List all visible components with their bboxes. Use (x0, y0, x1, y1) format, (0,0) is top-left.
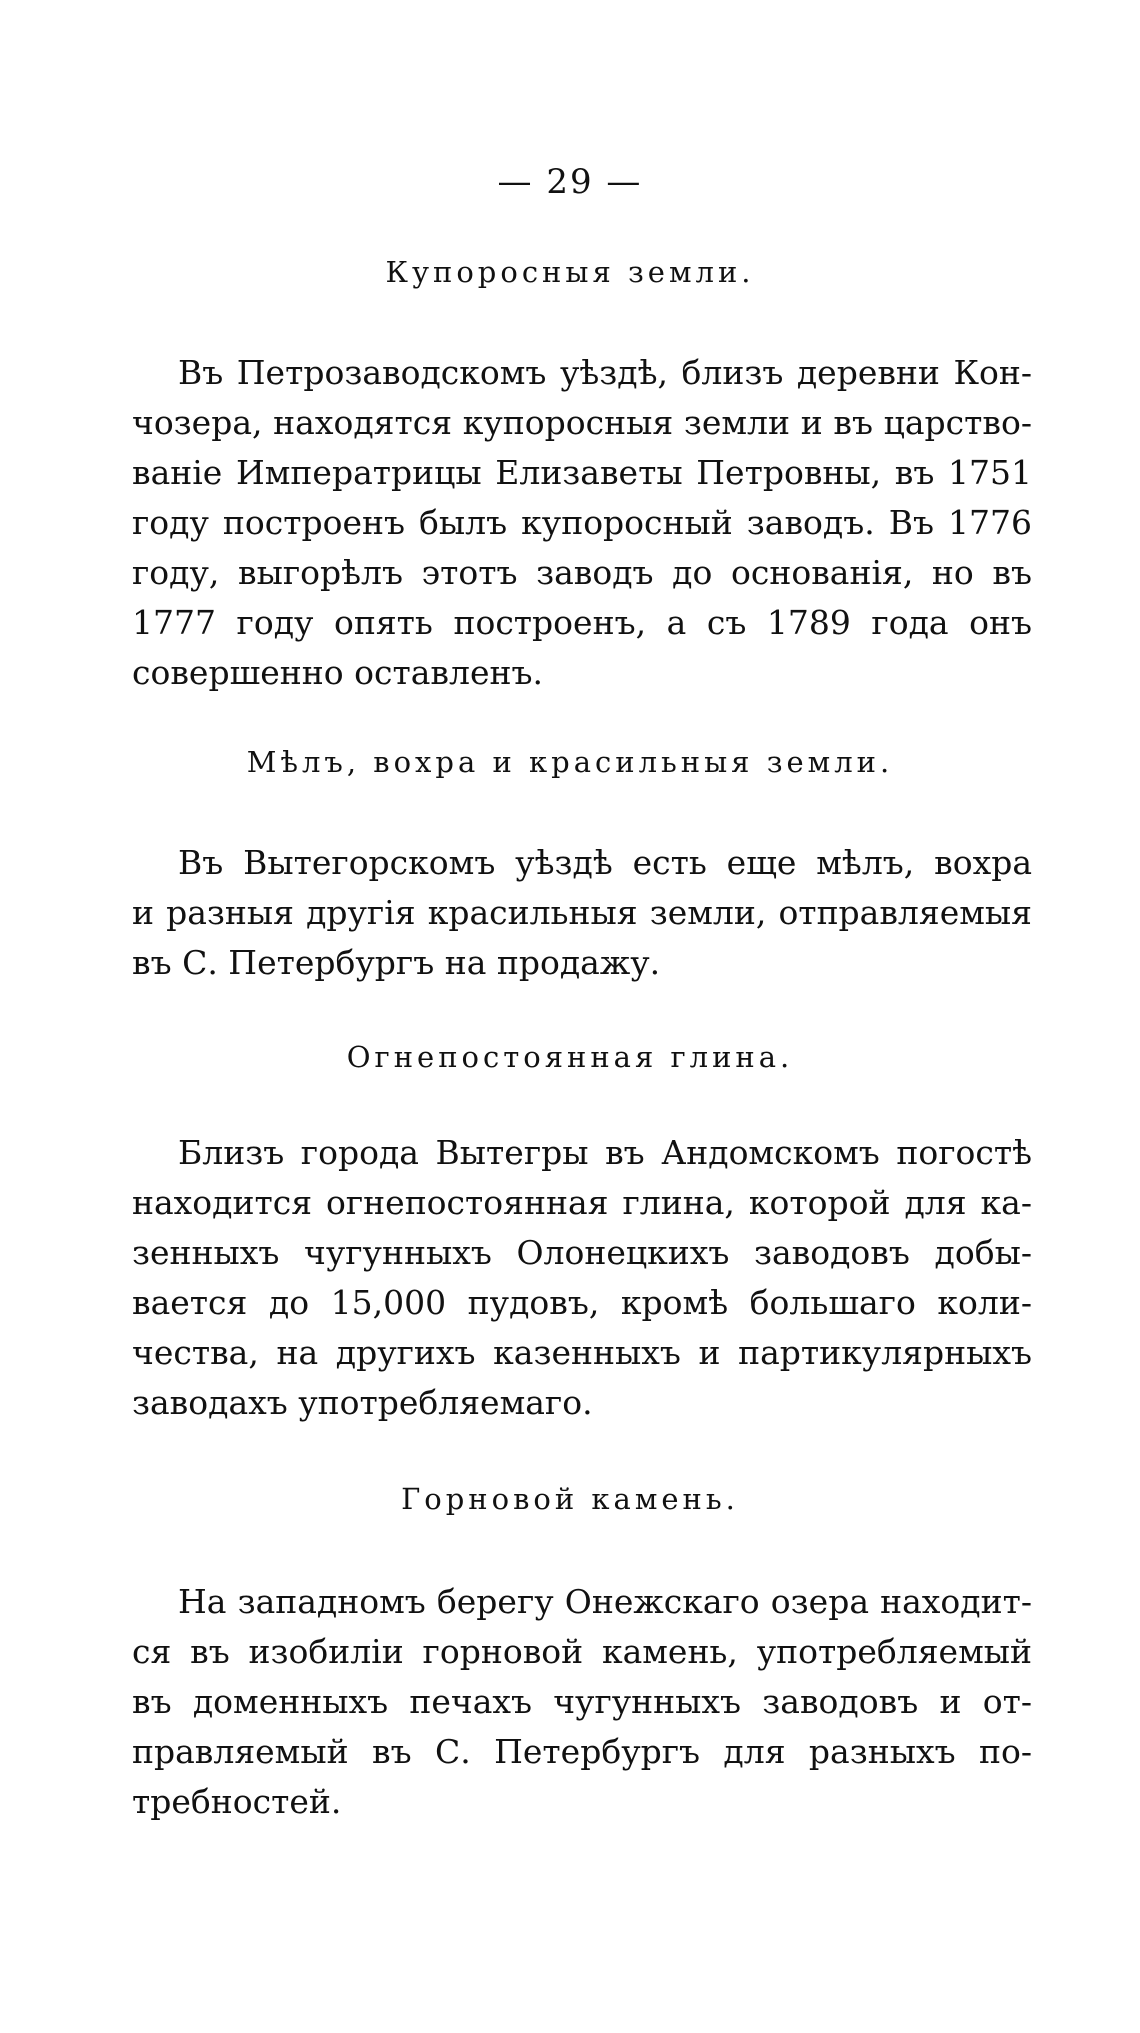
text-line: правляемый въ С. Петербургъ для разныхъ по- (132, 1732, 1032, 1771)
text-line: году построенъ былъ купоросный заводъ. Въ 1776 (132, 503, 1032, 542)
paragraph-fireclay (132, 1128, 1032, 1428)
text-line: въ С. Петербургъ на продажу. (132, 943, 661, 982)
section-heading-fireclay: Огнепостоянная глина. (346, 1040, 794, 1074)
text-line: требностей. (132, 1782, 342, 1821)
text-line: зенныхъ чугунныхъ Олонецкихъ заводовъ добы- (132, 1233, 1032, 1272)
text-line: совершенно оставленъ. (132, 653, 543, 692)
page-number: — 29 — (497, 162, 643, 202)
text-line: ваніе Императрицы Елизаветы Петровны, въ 1751 (132, 453, 1032, 492)
section-heading-chalk-ochre: Мѣлъ, вохра и красильныя земли. (246, 745, 894, 779)
text-line: Въ Петрозаводскомъ уѣздѣ, близъ деревни Кон- (178, 353, 1032, 392)
section-heading-vitriol-earths: Купоросныя земли. (385, 255, 755, 289)
section-heading-hearth-stone: Горновой камень. (401, 1482, 739, 1516)
text-line: находится огнепостоянная глина, которой для ка- (132, 1183, 1032, 1222)
text-line: заводахъ употребляемаго. (132, 1383, 593, 1422)
text-line: ся въ изобиліи горновой камень, употребляемый (132, 1632, 1032, 1671)
text-line: въ доменныхъ печахъ чугунныхъ заводовъ и от- (132, 1682, 1032, 1721)
text-line: вается до 15,000 пудовъ, кромѣ большаго коли- (132, 1283, 1032, 1322)
paragraph-hearth-stone (132, 1577, 1032, 1827)
text-line: и разныя другія красильныя земли, отправляемыя (132, 893, 1032, 932)
text-line: Въ Вытегорскомъ уѣздѣ есть еще мѣлъ, вохра (178, 843, 1032, 882)
text-line: чозера, находятся купоросныя земли и въ царство- (132, 403, 1032, 442)
text-line: чества, на другихъ казенныхъ и партикулярныхъ (132, 1333, 1032, 1372)
text-line: 1777 году опять построенъ, а съ 1789 года онъ (132, 603, 1032, 642)
text-line: Близъ города Вытегры въ Андомскомъ погостѣ (178, 1133, 1032, 1172)
text-line: году, выгорѣлъ этотъ заводъ до основанія, но въ (132, 553, 1032, 592)
text-line: На западномъ берегу Онежскаго озера находит- (178, 1582, 1032, 1621)
paragraph-vitriol-earths (132, 348, 1032, 698)
paragraph-chalk-ochre (132, 838, 1032, 988)
